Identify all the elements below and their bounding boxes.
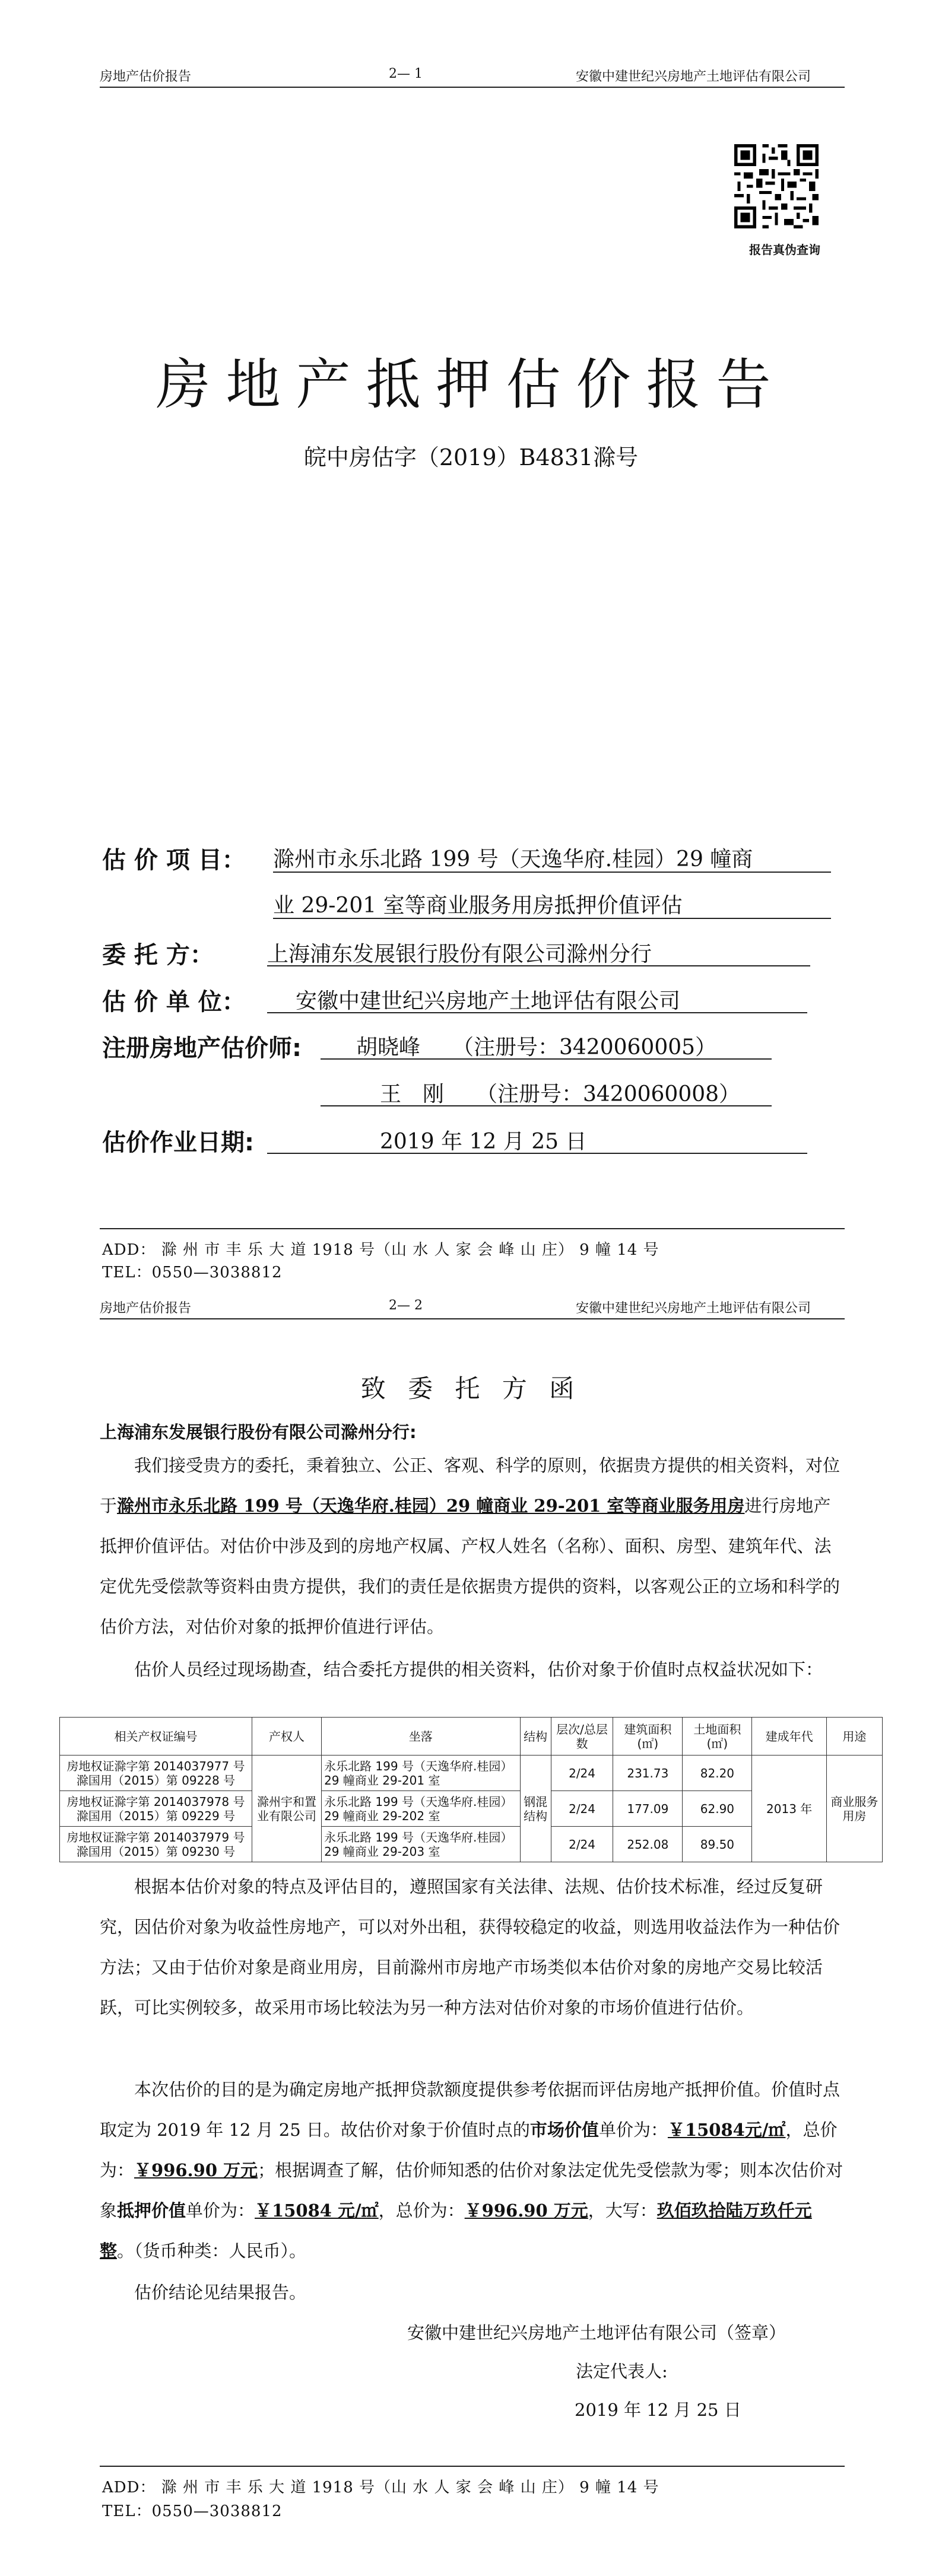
owner-cell: 滁州宇和置业有限公司 <box>252 1756 322 1862</box>
underline <box>273 918 831 919</box>
amount-in-words: 玖佰玖拾陆万玖仟元整 <box>100 2200 812 2261</box>
paragraph-5 <box>100 2272 845 2313</box>
para4-text: ；根据调查了解，估价师知悉的估价对象法定优先受偿款为零；则本次估价对象 <box>100 2160 843 2221</box>
underline <box>273 872 831 873</box>
location-cell: 永乐北路 199 号（天逸华府.桂园）29 幢商业 29-201 室 <box>322 1756 520 1791</box>
para2-text: 估价人员经过现场勘查，结合委托方提供的相关资料，估价对象于价值时点权益状况如下： <box>134 1659 823 1680</box>
location-cell: 永乐北路 199 号（天逸华府.桂园）29 幢商业 29-202 室 <box>322 1791 520 1827</box>
header-rule <box>100 1318 845 1319</box>
report-title: 房地产抵押估价报告 <box>156 353 786 416</box>
qr-code-icon[interactable] <box>731 141 822 231</box>
signature-date: 2019 年 12 月 25 日 <box>575 2400 741 2420</box>
structure-cell: 钢混结构 <box>520 1756 551 1862</box>
appraiser-1: 胡晓峰 （注册号：3420060005） <box>356 1035 717 1060</box>
report-number: 皖中房估字（2019）B4831滁号 <box>303 444 639 470</box>
paragraph-1 <box>100 1445 845 1647</box>
column-header: 层次/总层数 <box>551 1718 613 1756</box>
paragraph-3 <box>100 1866 845 2028</box>
mortgage-unit-price: ￥15084 元/㎡ <box>255 2200 379 2221</box>
para4-text: ，总价为： <box>100 2120 838 2180</box>
column-header: 建成年代 <box>752 1718 826 1756</box>
floor-cell: 2/24 <box>551 1756 613 1791</box>
legal-representative: 法定代表人: <box>576 2361 668 2381</box>
area-cell: 252.08 <box>613 1827 683 1862</box>
market-total-price: ￥996.90 万元 <box>134 2160 258 2180</box>
letter-title: 致 委 托 方 函 <box>360 1374 582 1403</box>
addressee: 上海浦东发展银行股份有限公司滁州分行: <box>100 1422 417 1442</box>
header-left: 房地产估价报告 <box>100 1301 192 1316</box>
footer-tel: TEL：0550—3038812 <box>102 1264 283 1281</box>
footer-rule <box>100 2466 845 2467</box>
year-cell: 2013 年 <box>752 1756 826 1862</box>
header-rule <box>100 87 845 88</box>
appraiser-2: 王 刚 （注册号：3420060008） <box>380 1082 741 1106</box>
client-value: 上海浦东发展银行股份有限公司滁州分行 <box>267 942 652 966</box>
para4-text: ，总价为： <box>378 2200 465 2221</box>
location-cell: 永乐北路 199 号（天逸华府.桂园）29 幢商业 29-203 室 <box>322 1827 520 1862</box>
property-location: 滁州市永乐北路 199 号（天逸华府.桂园）29 幢商业 29-201 室等商业服务用房 <box>117 1496 745 1516</box>
unit-label: 估 价 单 位： <box>102 988 246 1016</box>
table-row <box>60 1756 883 1791</box>
header-left: 房地产估价报告 <box>100 69 192 84</box>
para4-text: 本次估价的目的是为确定房地产抵押贷款额度提供参考依据而评估房地产抵押价值。价值时点取定为 2019 年 12 月 25 日。故估价对象于价值时点的 <box>100 2079 840 2140</box>
para5-text: 估价结论见结果报告。 <box>134 2282 307 2303</box>
underline <box>267 965 810 966</box>
qr-caption: 报告真伪查询 <box>749 243 820 257</box>
market-unit-price: ￥15084元/㎡ <box>667 2120 786 2140</box>
underline <box>267 1153 807 1154</box>
unit-value: 安徽中建世纪兴房地产土地评估有限公司 <box>296 989 681 1013</box>
project-label: 估 价 项 目： <box>102 847 246 874</box>
para4-text: ，大写： <box>588 2200 657 2221</box>
market-value-label: 市场价值 <box>529 2120 599 2140</box>
underline <box>321 1058 772 1060</box>
footer-address: ADD： 滁 州 市 丰 乐 大 道 1918 号（山 水 人 家 会 峰 山 庄） 9 幢 14 号 <box>102 2479 659 2497</box>
para4-text: 单价为： <box>186 2200 255 2221</box>
para1-text-cont: 进行房地产抵押价值评估。对估价中涉及到的房地产权属、产权人姓名（名称）、面积、房型、建筑年代、法定优先受偿款等资料由贵方提供，我们的责任是依据贵方提供的资料，以客观公正的立场和科学的估价方法，对估价对象的抵押价值进行评估。 <box>100 1496 840 1637</box>
cert-number: 房地权证滁字第 2014037978 号 滁国用（2015）第 09229 号 <box>60 1791 252 1827</box>
para4-text: 单价为： <box>598 2120 668 2140</box>
land-cell: 82.20 <box>683 1756 752 1791</box>
column-header: 用途 <box>826 1718 882 1756</box>
para3-text: 根据本估价对象的特点及评估目的，遵照国家有关法律、法规、估价技术标准，经过反复研究，因估价对象为收益性房地产，可以对外出租，获得较稳定的收益，则选用收益法作为一种估价方法；又由于估价对象是商业用房，目前滁州市房地产市场类似本估价对象的房地产交易比较活跃，可比实例较多，故采用市场比较法为另一种方法对估价对象的市场价值进行估价。 <box>100 1877 840 2018</box>
paragraph-4 <box>100 2069 845 2271</box>
underline <box>267 1012 807 1013</box>
signature-company: 安徽中建世纪兴房地产土地评估有限公司（签章） <box>407 2323 786 2343</box>
underline <box>321 1105 772 1106</box>
date-value: 2019 年 12 月 25 日 <box>380 1130 587 1154</box>
column-header: 土地面积(㎡) <box>683 1718 752 1756</box>
header-right: 安徽中建世纪兴房地产土地评估有限公司 <box>576 1301 811 1316</box>
column-header: 坐落 <box>322 1718 520 1756</box>
column-header: 相关产权证编号 <box>60 1718 252 1756</box>
land-cell: 62.90 <box>683 1791 752 1827</box>
column-header: 建筑面积(㎡) <box>613 1718 683 1756</box>
para1-text: 我们接受贵方的委托，秉着独立、公正、客观、科学的原则，依据贵方提供的相关资料，对位于 <box>100 1455 840 1516</box>
project-value-line1: 滁州市永乐北路 199 号（天逸华府.桂园）29 幢商 <box>273 847 753 872</box>
para4-text: 。（货币种类：人民币）。 <box>117 2241 307 2261</box>
column-header: 产权人 <box>252 1718 322 1756</box>
cert-number: 房地权证滁字第 2014037979 号 滁国用（2015）第 09230 号 <box>60 1827 252 1862</box>
mortgage-value-label: 抵押价值 <box>117 2200 186 2221</box>
date-label: 估价作业日期: <box>102 1129 254 1156</box>
mortgage-total-price: ￥996.90 万元 <box>464 2200 588 2221</box>
area-cell: 231.73 <box>613 1756 683 1791</box>
property-table <box>59 1717 883 1862</box>
footer-tel: TEL：0550—3038812 <box>102 2502 283 2520</box>
usage-cell: 商业服务用房 <box>826 1756 882 1862</box>
cert-number: 房地权证滁字第 2014037977 号 滁国用（2015）第 09228 号 <box>60 1756 252 1791</box>
client-label: 委 托 方： <box>102 942 214 969</box>
header-right: 安徽中建世纪兴房地产土地评估有限公司 <box>576 69 811 84</box>
floor-cell: 2/24 <box>551 1827 613 1862</box>
header-page-number: 2— 1 <box>389 66 423 81</box>
project-value-line2: 业 29-201 室等商业服务用房抵押价值评估 <box>273 893 683 918</box>
floor-cell: 2/24 <box>551 1791 613 1827</box>
footer-rule <box>100 1228 845 1229</box>
footer-address: ADD： 滁 州 市 丰 乐 大 道 1918 号（山 水 人 家 会 峰 山 庄） 9 幢 14 号 <box>102 1241 659 1259</box>
header-page-number: 2— 2 <box>389 1298 423 1313</box>
table-header-row <box>60 1718 883 1756</box>
area-cell: 177.09 <box>613 1791 683 1827</box>
paragraph-2 <box>100 1649 845 1690</box>
land-cell: 89.50 <box>683 1827 752 1862</box>
appraiser-label: 注册房地产估价师: <box>102 1035 302 1062</box>
column-header: 结构 <box>520 1718 551 1756</box>
